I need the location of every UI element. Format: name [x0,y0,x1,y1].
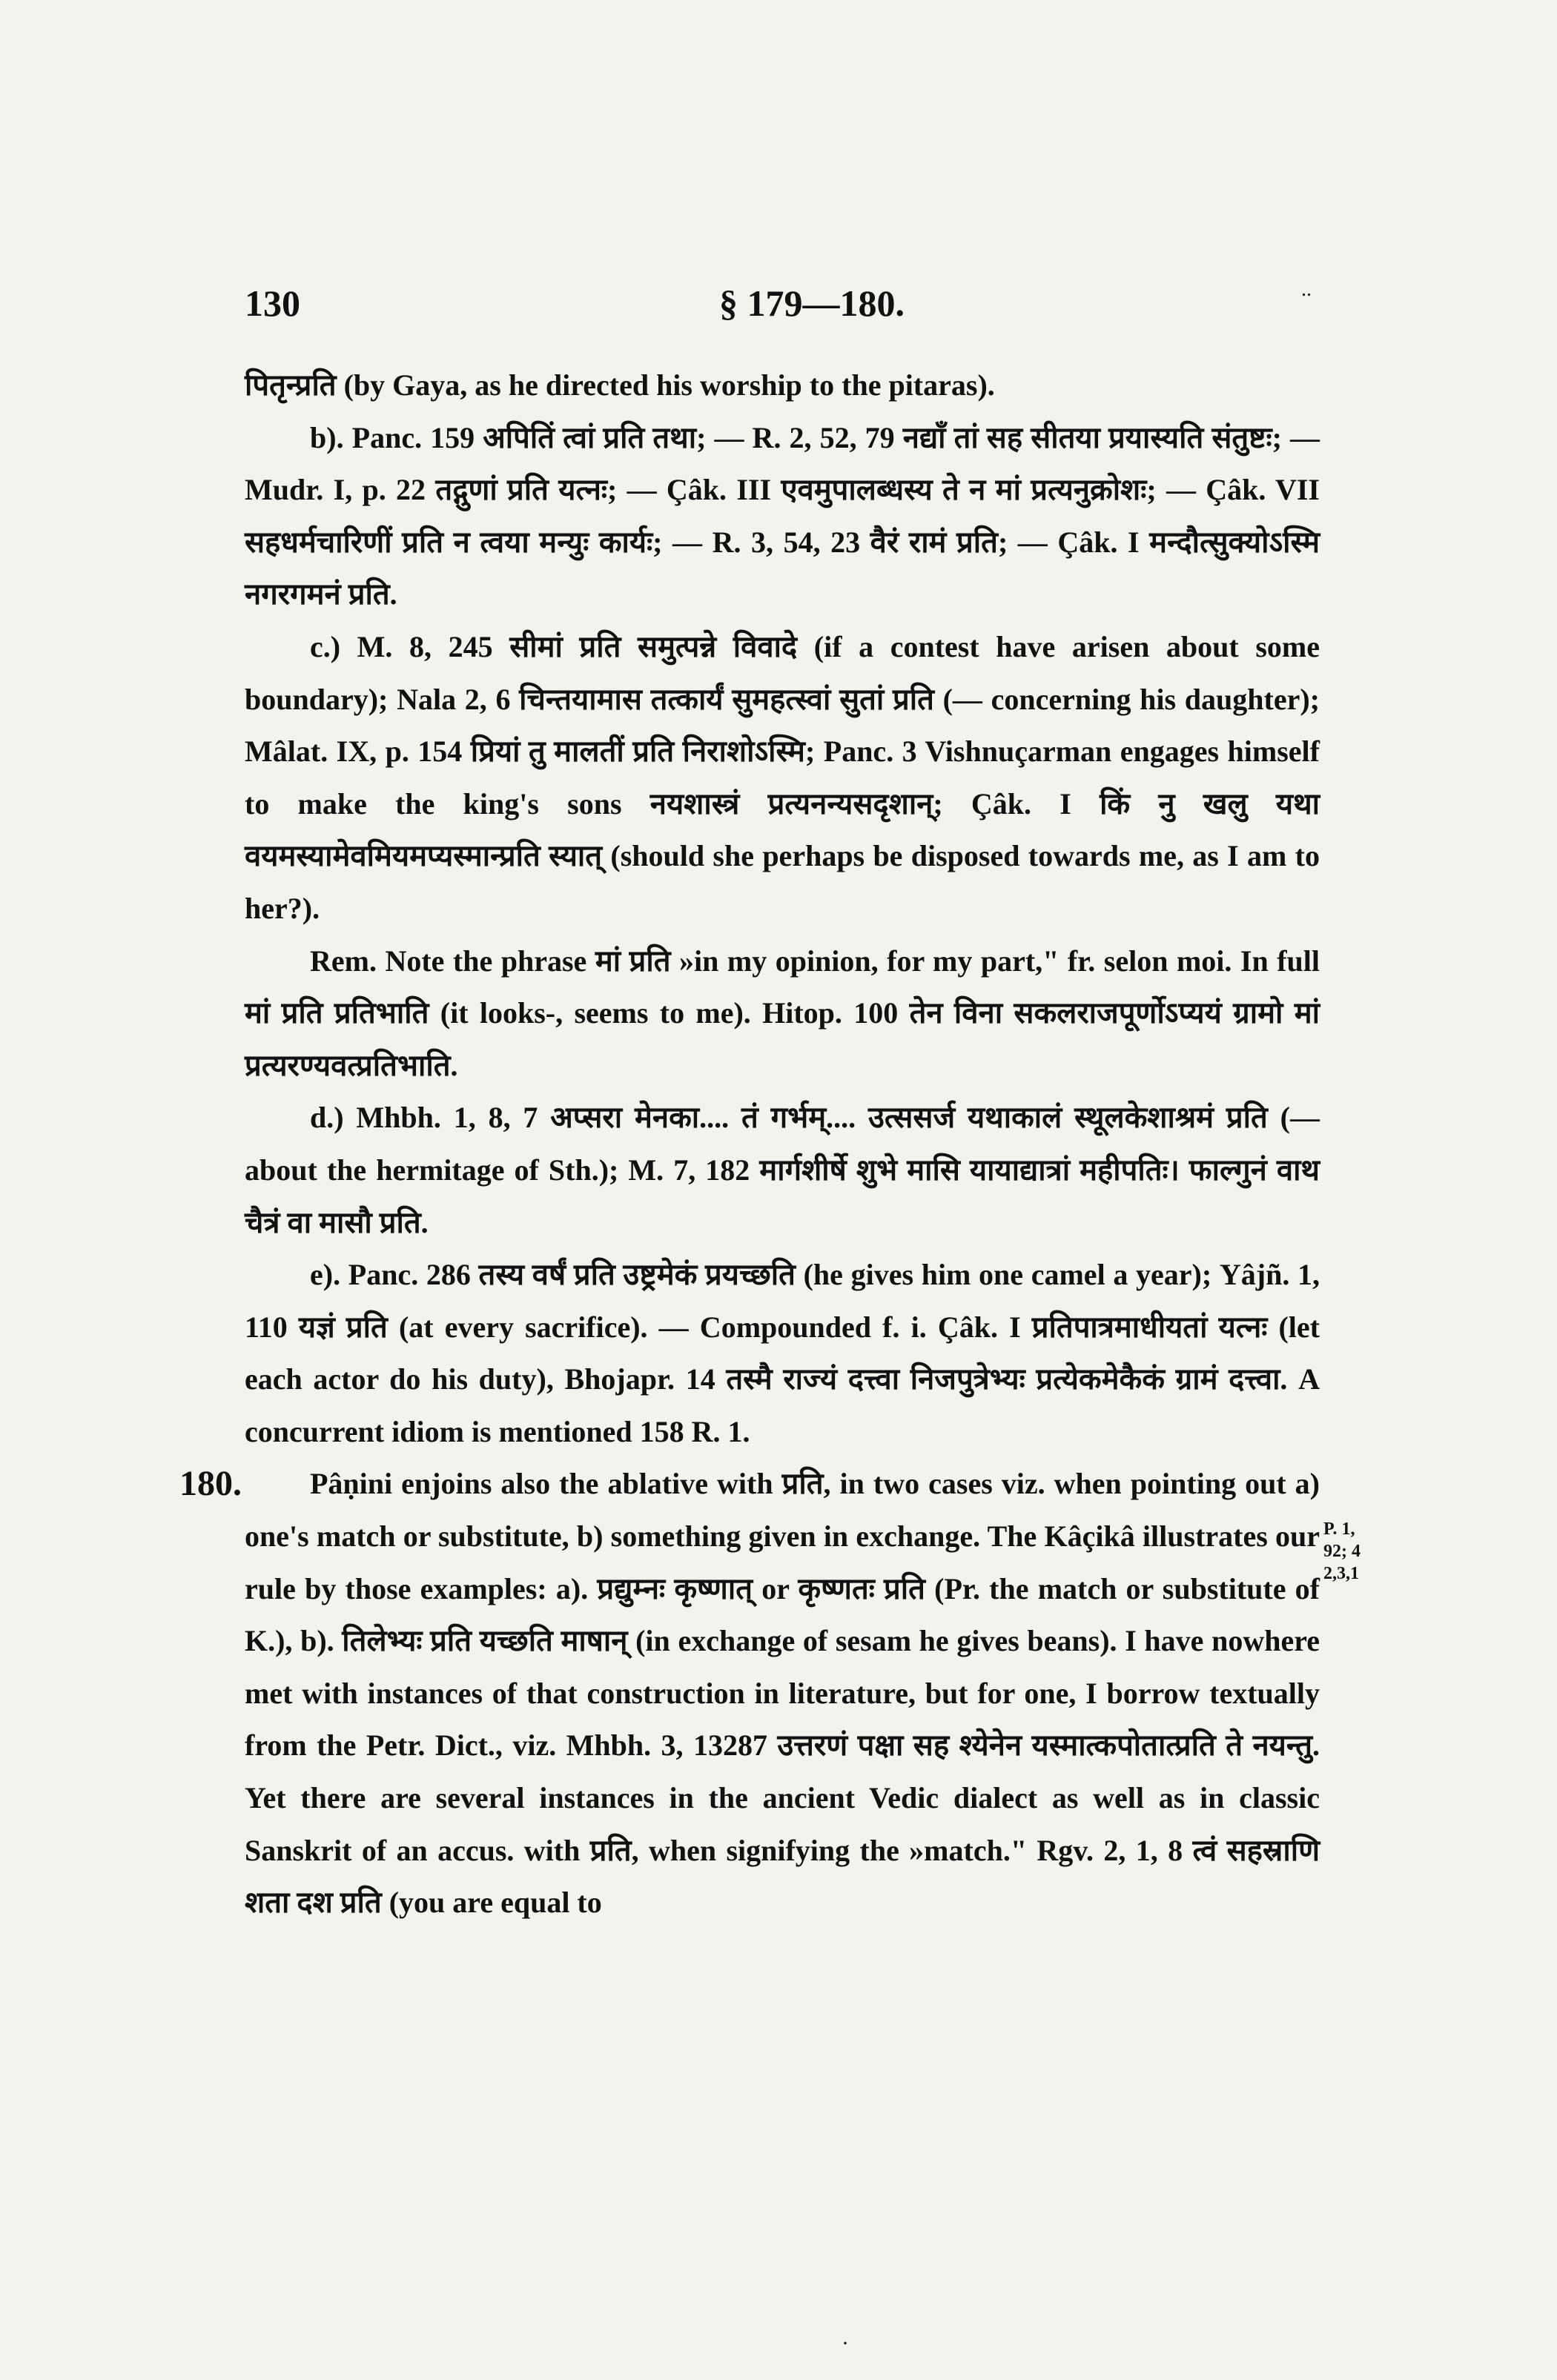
paragraph-e: e). Panc. 286 तस्य वर्षं प्रति उष्ट्रमेकं प्रयच्छति (he gives him one camel a year); Yâjñ. 1, 110 यज्ञं प्रति (at every sacrifice). — Compounded f. i. Çâk. I प्रतिपात्रमाधीयतां यत्नः (let each actor do his duty), Bhojapr. 14 तस्मै राज्यं दत्त्वा निजपुत्रेभ्यः प्रत्येकमेकैकं ग्रामं दत्त्वा. A concurrent idiom is mentioned 158 R. 1. [245,1258,1320,1448]
paragraph-c: c.) M. 8, 245 सीमां प्रति समुत्पन्ने विवादे (if a contest have arisen about some boundary); Nala 2, 6 चिन्तयामास तत्कार्यं सुमहत्स्वां सुतां प्रति (— concerning his daughter); Mâlat. IX, p. 154 प्रियां तु मालतीं प्रति निराशोऽस्मि; Panc. 3 Vishnuçarman engages himself to make the king's sons नयशास्त्रं प्रत्यनन्यसदृशान्; Çâk. I किं नु खलु यथा वयमस्यामेवमियमप्यस्मान्प्रति स्यात् (should she perhaps be disposed towards me, as I am to her?). [245,629,1320,925]
margin-speck: .. [1301,278,1312,301]
page-number: 130 [245,282,300,324]
paragraph-180: Pâṇini enjoins also the ablative with प्रति, in two cases viz. when pointing out a) one's match or substitute, b) something given in exchange. The Kâçikâ illustrates our rule by those examples: a). प्रद्युम्नः कृष्णात् or कृष्णतः प्रति (Pr. the match or substitute of K.), b). तिलेभ्यः प्रति यच्छति माषान् (in exchange of sesam he gives beans). I have nowhere met with instances of that construction in literature, but for one, I borrow textually from the Petr. Dict., viz. Mhbh. 3, 13287 उत्तरणं पक्षा सह श्येनेन यस्मात्कपोतात्प्रति ते नयन्तु. Yet there are several instances in the ancient Vedic dialect as well as in classic Sanskrit of an accus. with प्रति, when signifying the »match." Rgv. 2, 1, 8 त्वं सहस्राणि शता दश प्रति (you are equal to [245,1467,1320,1920]
paragraph-pitrin: पितृन्प्रति (by Gaya, as he directed his worship to the pitaras). [245,368,995,402]
margin-note [1323,1518,1361,1585]
section-180 [179,1458,1320,1929]
margin-note-line: P. 1, [1323,1519,1355,1539]
body-text [179,359,1320,1929]
margin-note-line: 2,3,1 [1323,1564,1359,1583]
section-reference: § 179—180. [719,282,905,324]
bottom-speck: · [842,2331,849,2356]
page-header [245,282,1320,326]
paragraph-d: d.) Mhbh. 1, 8, 7 अप्सरा मेनका.... तं गर्भम्.... उत्ससर्ज यथाकालं स्थूलकेशाश्रमं प्रति (— about the hermitage of Sth.); M. 7, 182 मार्गशीर्षे शुभे मासि यायाद्यात्रां महीपतिः। फाल्गुनं वाथ चैत्रं वा मासौ प्रति. [245,1101,1320,1239]
paragraph-remark: Rem. Note the phrase मां प्रति »in my opinion, for my part," fr. selon moi. In full मां प्रति प्रतिभाति (it looks-, seems to me). Hitop. 100 तेन विना सकलराजपूर्णोऽप्ययं ग्रामो मां प्रत्यरण्यवत्प्रतिभाति. [245,944,1320,1082]
margin-note-line: 92; 4 [1323,1542,1361,1561]
section-number: 180. [179,1464,242,1504]
paragraph-b: b). Panc. 159 अपितिं त्वां प्रति तथा; — R. 2, 52, 79 नद्याँ तां सह सीतया प्रयास्यति संतुष्टः; — Mudr. I, p. 22 तद्गुणां प्रति यत्नः; — Çâk. III एवमुपालब्धस्य ते न मां प्रत्यनुक्रोशः; — Çâk. VII सहधर्मचारिणीं प्रति न त्वया मन्युः कार्यः; — R. 3, 54, 23 वैरं रामं प्रति; — Çâk. I मन्दौत्सुक्योऽस्मि नगरगमनं प्रति. [245,420,1320,611]
